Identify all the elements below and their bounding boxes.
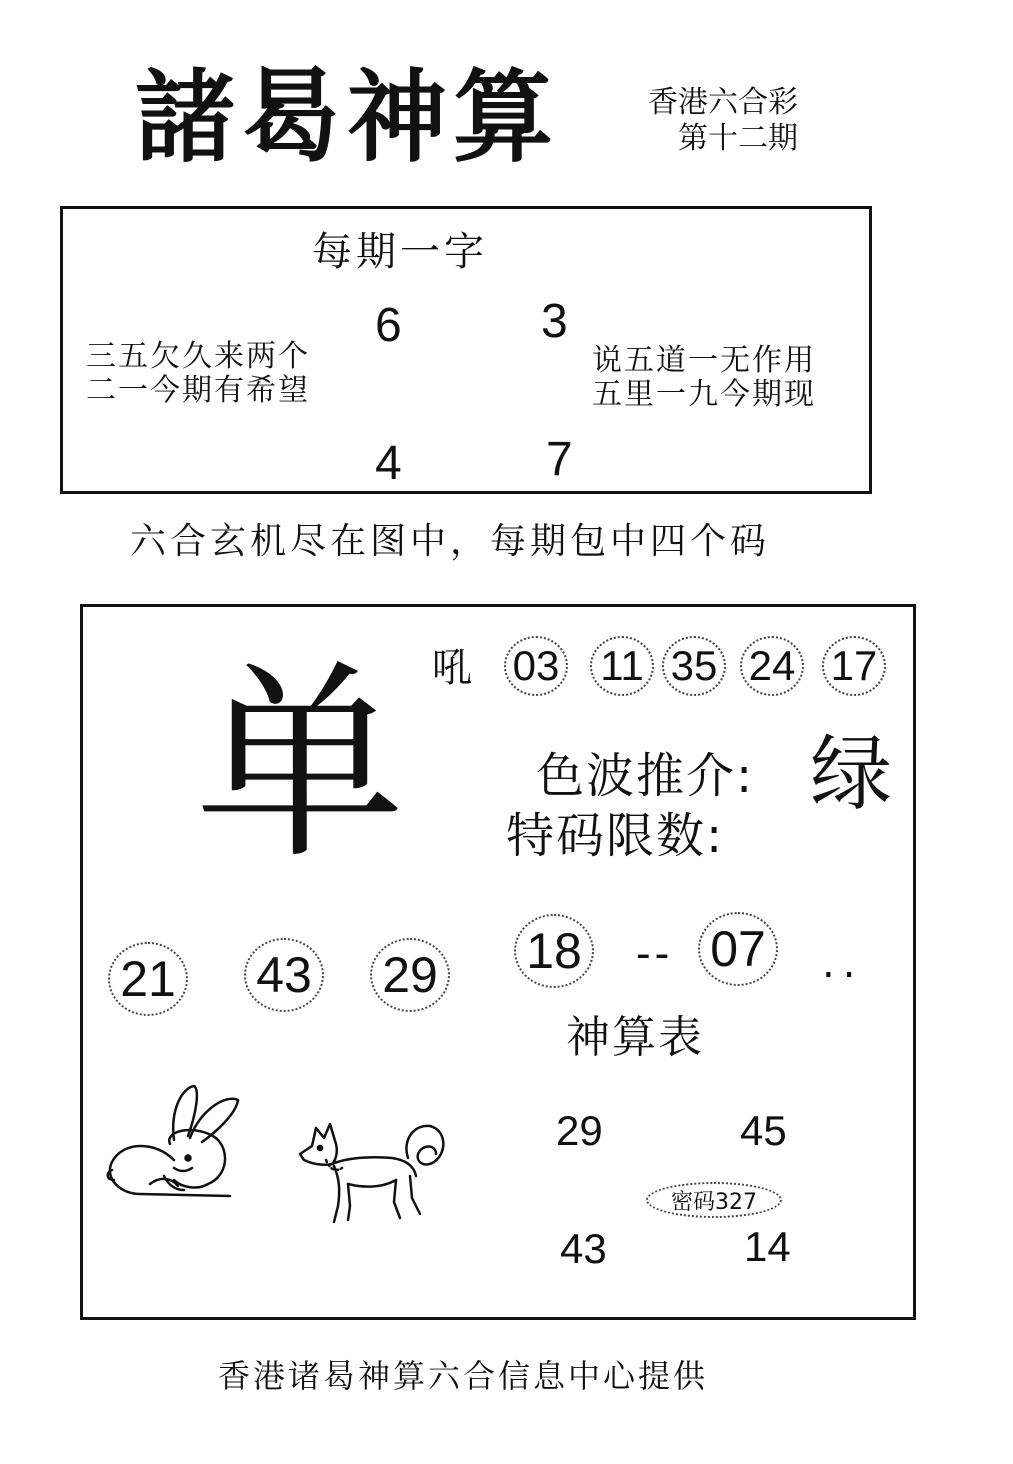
subtitle-lottery: 香港六合彩 <box>648 85 798 120</box>
table-number: 43 <box>560 1225 607 1272</box>
dog-icon <box>296 1110 448 1228</box>
roar-number: 24 <box>740 636 804 696</box>
digit-top-right: 3 <box>541 295 568 348</box>
highlight-number: 43 <box>244 938 324 1012</box>
table-number: 29 <box>556 1107 603 1154</box>
poem-right-line-1: 说五道一无作用 <box>592 343 816 378</box>
password-badge: 密码327 <box>646 1182 782 1218</box>
wave-label: 色波推介: <box>536 748 755 804</box>
word-box-title: 每期一字 <box>312 229 488 275</box>
table-title: 神算表 <box>566 1012 704 1063</box>
roar-number: 35 <box>662 636 726 696</box>
special-dash: -- <box>636 929 674 978</box>
banner-text: 六合玄机尽在图中，每期包中四个码 <box>130 521 771 562</box>
highlight-number: 29 <box>370 938 450 1012</box>
poem-left-line-2: 二一今期有希望 <box>86 373 310 408</box>
poem-right-line-2: 五里一九今期现 <box>592 377 816 412</box>
special-label: 特码限数: <box>506 808 725 864</box>
digit-bottom-left: 4 <box>375 437 402 490</box>
rabbit-icon <box>104 1080 244 1204</box>
roar-number: 11 <box>590 636 654 696</box>
wave-value: 绿 <box>810 727 893 822</box>
roar-number: 17 <box>822 636 886 696</box>
table-number: 14 <box>744 1223 791 1270</box>
poem-left-line-1: 三五欠久来两个 <box>86 339 310 374</box>
subtitle-issue: 第十二期 <box>678 121 798 156</box>
special-to: 07 <box>698 912 778 986</box>
digit-bottom-right: 7 <box>546 433 573 486</box>
special-tail: .. <box>822 941 864 987</box>
table-number: 45 <box>740 1107 787 1154</box>
roar-number: 03 <box>504 636 568 696</box>
highlight-number: 21 <box>108 942 188 1016</box>
digit-top-left: 6 <box>375 299 402 352</box>
page-title: 諸曷神算 <box>135 59 559 176</box>
roar-label: 吼 <box>432 645 472 691</box>
special-from: 18 <box>514 914 594 988</box>
big-character: 单 <box>195 642 406 887</box>
footer-text: 香港诸曷神算六合信息中心提供 <box>218 1357 709 1395</box>
